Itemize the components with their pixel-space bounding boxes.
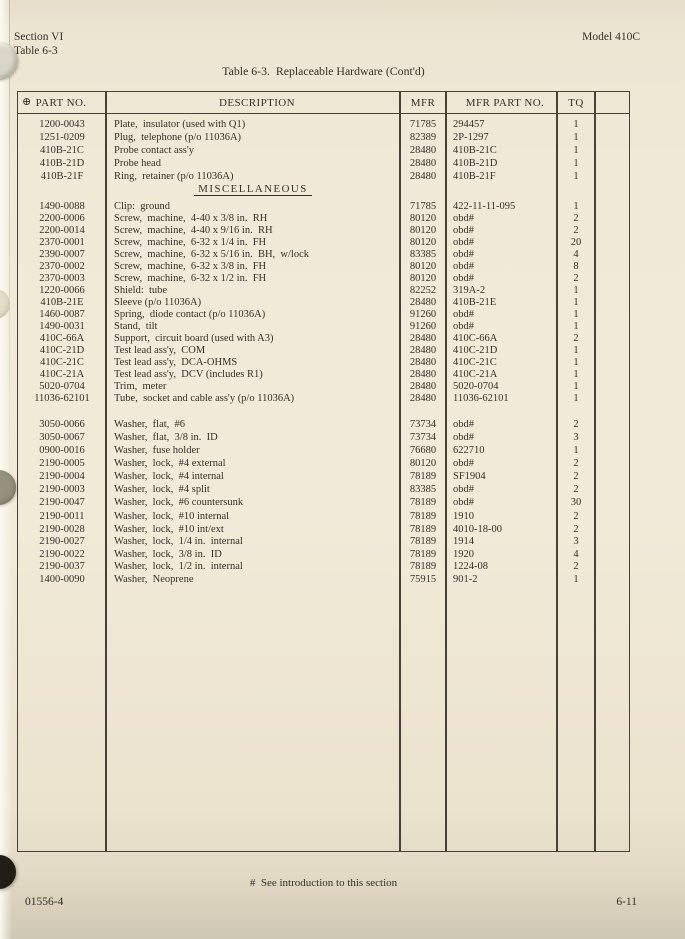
blank-cell <box>595 249 629 261</box>
tq-cell: 1 <box>573 145 579 156</box>
description-cell: Screw, machine, 6-32 x 1/2 in. FH <box>114 273 267 284</box>
table-ref-label: Table 6-3 <box>14 44 58 57</box>
mfr-cell: 28480 <box>409 333 437 344</box>
description-cell: Probe contact ass'y <box>114 145 195 156</box>
description-cell: Washer, lock, #4 internal <box>114 471 224 482</box>
tq-cell: 1 <box>573 369 579 380</box>
description-cell: Plug, telephone (p/o 11036A) <box>114 132 242 143</box>
description-cell: Washer, lock, 3/8 in. ID <box>114 548 222 560</box>
part-no-cell: 1400-0090 <box>39 573 85 585</box>
blank-cell <box>595 444 629 457</box>
mfr-part-no-cell: obd# <box>453 237 474 248</box>
table-row <box>18 273 629 285</box>
description-cell: Washer, lock, #10 int/ext <box>114 523 224 535</box>
tq-cell: 2 <box>573 273 579 284</box>
description-cell: Washer, lock, #4 external <box>114 458 226 469</box>
part-no-cell: 1460-0087 <box>39 309 85 320</box>
mfr-cell: 28480 <box>409 393 437 404</box>
description-cell: Test lead ass'y, DCV (includes R1) <box>114 369 263 380</box>
tq-cell: 1 <box>573 285 579 296</box>
mfr-part-no-cell: 5020-0704 <box>453 381 499 392</box>
mfr-part-no-cell: 901-2 <box>453 573 478 585</box>
mfr-part-no-cell: 410B-21E <box>453 297 497 308</box>
blank-cell <box>595 524 629 537</box>
table-row <box>18 457 629 470</box>
mfr-cell: 28480 <box>409 357 437 368</box>
mfr-part-no-cell: 410B-21C <box>453 145 497 156</box>
tq-cell: 2 <box>573 213 579 224</box>
mfr-part-no-cell: 410C-66A <box>453 333 498 344</box>
description-header: DESCRIPTION <box>219 96 295 109</box>
blank-cell <box>595 483 629 496</box>
tq-cell: 1 <box>573 119 579 130</box>
part-no-cell: 2200-0014 <box>39 225 85 236</box>
part-no-cell: 410B-21E <box>40 297 84 308</box>
mfr-part-no-cell: 1910 <box>453 511 474 522</box>
tq-cell: 2 <box>573 471 579 482</box>
mfr-cell: 91260 <box>409 309 437 320</box>
table-row <box>18 118 629 131</box>
mfr-cell: 28480 <box>409 158 437 169</box>
table-row <box>18 249 629 261</box>
table-row <box>18 261 629 273</box>
mfr-part-no-cell: obd# <box>453 261 474 272</box>
mfr-part-no-cell: 410C-21A <box>453 369 498 380</box>
mfr-part-no-header: MFR PART NO. <box>465 96 545 109</box>
mfr-part-no-cell: 422-11-11-095 <box>453 201 516 212</box>
table-row <box>18 297 629 309</box>
table-row <box>18 574 629 587</box>
blank-cell <box>595 457 629 470</box>
part-no-cell: 11036-62101 <box>34 393 90 404</box>
tq-cell: 8 <box>573 261 579 272</box>
part-no-cell: 3050-0067 <box>39 432 85 443</box>
part-no-cell: 2370-0001 <box>39 237 85 248</box>
table-row <box>18 470 629 483</box>
running-header-left <box>14 31 63 58</box>
document-number: 01556-4 <box>25 896 64 908</box>
mfr-part-no-cell: 410C-21C <box>453 357 497 368</box>
blank-cell <box>595 131 629 144</box>
row-group-washers-flat <box>18 418 629 509</box>
part-no-cell: 5020-0704 <box>39 381 85 392</box>
table-row <box>18 170 629 183</box>
mfr-cell: 78189 <box>409 561 437 572</box>
part-no-cell: 2190-0037 <box>39 561 85 572</box>
description-cell: Washer, lock, 1/4 in. internal <box>114 536 243 547</box>
tq-cell: 1 <box>573 393 579 404</box>
mfr-cell: 75915 <box>409 573 437 585</box>
blank-cell <box>595 297 629 309</box>
tq-cell: 1 <box>573 345 579 356</box>
row-group-miscellaneous <box>18 201 629 405</box>
tq-cell: 2 <box>573 458 579 469</box>
blank-cell <box>595 431 629 444</box>
table-row <box>18 511 629 524</box>
mfr-part-no-cell: obd# <box>453 432 474 443</box>
hardware-table <box>17 91 630 852</box>
mfr-cell: 83385 <box>409 484 437 495</box>
table-row <box>18 201 629 213</box>
mfr-part-no-cell: obd# <box>453 497 474 508</box>
blank-cell <box>595 369 629 381</box>
mfr-part-no-cell: 622710 <box>453 445 485 456</box>
description-cell: Stand, tilt <box>114 321 158 332</box>
description-cell: Washer, lock, 1/2 in. internal <box>114 561 243 572</box>
description-cell: Screw, machine, 6-32 x 5/16 in. BH, w/lock <box>114 249 309 260</box>
tq-cell: 2 <box>573 484 579 495</box>
part-no-cell: 0900-0016 <box>39 445 85 456</box>
table-row <box>18 157 629 170</box>
part-no-cell: 410C-21A <box>39 369 85 380</box>
description-cell: Screw, machine, 4-40 x 9/16 in. RH <box>114 225 273 236</box>
part-no-cell: 1490-0031 <box>39 321 85 332</box>
mfr-cell: 78189 <box>409 536 437 547</box>
mfr-cell: 78189 <box>409 548 437 560</box>
tq-cell: 1 <box>573 573 579 585</box>
blank-cell <box>595 225 629 237</box>
mfr-cell: 28480 <box>409 171 437 182</box>
blank-cell <box>595 201 629 213</box>
mfr-cell: 71785 <box>409 119 437 130</box>
tq-cell: 1 <box>573 158 579 169</box>
mfr-part-no-cell: obd# <box>453 249 474 260</box>
description-cell: Screw, machine, 6-32 x 1/4 in. FH <box>114 237 267 248</box>
part-no-cell: 2370-0002 <box>39 261 85 272</box>
part-no-cell: 410B-21F <box>40 171 84 182</box>
mfr-cell: 80120 <box>409 213 437 224</box>
part-no-cell: 3050-0066 <box>39 419 85 430</box>
mfr-part-no-cell: obd# <box>453 273 474 284</box>
mfr-cell: 28480 <box>409 345 437 356</box>
mfr-part-no-cell: obd# <box>453 419 474 430</box>
tq-cell: 2 <box>573 511 579 522</box>
table-row <box>18 444 629 457</box>
mfr-part-no-cell: obd# <box>453 321 474 332</box>
mfr-part-no-cell: 319A-2 <box>453 285 486 296</box>
mfr-cell: 76680 <box>409 445 437 456</box>
table-row <box>18 536 629 549</box>
mfr-cell: 28480 <box>409 369 437 380</box>
part-no-cell: 2200-0006 <box>39 213 85 224</box>
mfr-cell: 28480 <box>409 381 437 392</box>
table-row <box>18 131 629 144</box>
mfr-cell: 73734 <box>409 432 437 443</box>
blank-cell <box>595 273 629 285</box>
part-no-cell: 2190-0028 <box>39 523 85 535</box>
mfr-cell: 71785 <box>409 201 437 212</box>
blank-cell <box>595 321 629 333</box>
description-cell: Test lead ass'y, DCA-OHMS <box>114 357 238 368</box>
part-no-cell: 1200-0043 <box>39 119 85 130</box>
description-cell: Washer, flat, 3/8 in. ID <box>114 432 218 443</box>
model-label: Model 410C <box>582 31 640 43</box>
blank-cell <box>595 237 629 249</box>
part-no-cell: 2190-0003 <box>39 484 85 495</box>
blank-cell <box>595 381 629 393</box>
table-row <box>18 496 629 509</box>
tq-cell: 1 <box>573 357 579 368</box>
table-row <box>18 333 629 345</box>
part-no-cell: 2190-0011 <box>39 511 85 522</box>
table-row <box>18 321 629 333</box>
mfr-part-no-cell: 1224-08 <box>453 561 488 572</box>
mfr-part-no-cell: 2P-1297 <box>453 132 489 143</box>
part-no-cell: 1251-0209 <box>39 132 85 143</box>
description-cell: Sleeve (p/o 11036A) <box>114 297 202 308</box>
mfr-cell: 82389 <box>409 132 437 143</box>
tq-header: TQ <box>568 96 584 109</box>
description-cell: Washer, fuse holder <box>114 445 200 456</box>
blank-cell <box>595 157 629 170</box>
table-row <box>18 561 629 574</box>
page-number: 6-11 <box>616 896 637 908</box>
binder-hole-bottom <box>0 855 16 889</box>
description-cell: Shield: tube <box>114 285 168 296</box>
part-no-cell: 2190-0027 <box>39 536 85 547</box>
part-no-cell: 1490-0088 <box>39 201 85 212</box>
part-no-cell: 2370-0003 <box>39 273 85 284</box>
part-no-cell: 2190-0004 <box>39 471 85 482</box>
table-title: Table 6-3. Replaceable Hardware (Cont'd) <box>222 64 425 78</box>
binder-hole-middle <box>0 470 16 505</box>
tq-cell: 1 <box>573 201 579 212</box>
section-heading <box>106 183 400 196</box>
tq-cell: 4 <box>573 548 579 560</box>
table-row <box>18 381 629 393</box>
description-cell: Screw, machine, 4-40 x 3/8 in. RH <box>114 213 268 224</box>
mfr-cell: 78189 <box>409 523 437 535</box>
tq-cell: 2 <box>573 561 579 572</box>
tq-cell: 1 <box>573 171 579 182</box>
row-group-washers-lock <box>18 511 629 586</box>
mfr-cell: 82252 <box>409 285 437 296</box>
mfr-part-no-cell: 410B-21F <box>453 171 496 182</box>
tq-cell: 1 <box>573 321 579 332</box>
description-cell: Probe head <box>114 158 161 169</box>
table-row <box>18 524 629 537</box>
mfr-part-no-cell: obd# <box>453 309 474 320</box>
mfr-part-no-cell: SF1904 <box>453 471 486 482</box>
row-spacer <box>18 405 629 418</box>
mfr-cell: 80120 <box>409 261 437 272</box>
description-cell: Trim, meter <box>114 381 167 392</box>
table-footnote: # See introduction to this section <box>249 877 398 889</box>
mfr-part-no-cell: obd# <box>453 484 474 495</box>
part-no-cell: 1220-0066 <box>39 285 85 296</box>
part-no-cell: 2390-0007 <box>39 249 85 260</box>
mfr-part-no-cell: obd# <box>453 213 474 224</box>
description-cell: Washer, lock, #6 countersunk <box>114 497 244 508</box>
section-heading-label: MISCELLANEOUS <box>194 183 311 196</box>
blank-cell <box>595 118 629 131</box>
mfr-part-no-cell: 1920 <box>453 548 474 560</box>
section-label: Section VI <box>14 31 64 43</box>
blank-cell <box>595 549 629 562</box>
part-footnote-icon: ⊕ <box>22 96 32 108</box>
blank-cell <box>595 496 629 509</box>
description-cell: Ring, retainer (p/o 11036A) <box>114 171 234 182</box>
part-no-cell: 410C-21D <box>39 345 85 356</box>
description-cell: Spring, diode contact (p/o 11036A) <box>114 309 266 320</box>
table-header-row <box>18 92 629 114</box>
blank-cell <box>595 536 629 549</box>
mfr-cell: 73734 <box>409 419 437 430</box>
row-group-probe-parts <box>18 118 629 183</box>
mfr-cell: 28480 <box>409 297 437 308</box>
table-row <box>18 357 629 369</box>
part-no-cell: 2190-0047 <box>39 497 85 508</box>
description-cell: Support, circuit board (used with A3) <box>114 333 274 344</box>
mfr-cell: 78189 <box>409 471 437 482</box>
blank-cell <box>595 470 629 483</box>
blank-cell <box>595 285 629 297</box>
mfr-part-no-cell: 294457 <box>453 119 485 130</box>
table-row <box>18 418 629 431</box>
table-row <box>18 285 629 297</box>
tq-cell: 2 <box>573 333 579 344</box>
tq-cell: 1 <box>573 309 579 320</box>
table-row <box>18 431 629 444</box>
blank-cell <box>595 213 629 225</box>
part-no-cell: 410B-21C <box>40 145 84 156</box>
description-cell: Washer, lock, #10 internal <box>114 511 230 522</box>
table-row <box>18 309 629 321</box>
table-row <box>18 213 629 225</box>
blank-cell <box>595 561 629 574</box>
tq-cell: 2 <box>573 419 579 430</box>
description-cell: Washer, lock, #4 split <box>114 484 210 495</box>
blank-cell <box>595 357 629 369</box>
part-no-cell: 410B-21D <box>39 158 85 169</box>
mfr-cell: 28480 <box>409 145 437 156</box>
mfr-part-no-cell: 410C-21D <box>453 345 498 356</box>
mfr-part-no-cell: obd# <box>453 225 474 236</box>
blank-cell <box>595 144 629 157</box>
mfr-part-no-cell: 11036-62101 <box>453 393 509 404</box>
mfr-part-no-cell: 1914 <box>453 536 474 547</box>
mfr-cell: 91260 <box>409 321 437 332</box>
tq-cell: 1 <box>573 381 579 392</box>
tq-cell: 1 <box>573 297 579 308</box>
blank-cell <box>595 511 629 524</box>
tq-cell: 1 <box>573 132 579 143</box>
tq-cell: 4 <box>573 249 579 260</box>
blank-cell <box>595 345 629 357</box>
description-cell: Washer, flat, #6 <box>114 419 186 430</box>
description-cell: Test lead ass'y, COM <box>114 345 206 356</box>
mfr-part-no-cell: 4010-18-00 <box>453 523 502 535</box>
blank-cell <box>595 574 629 587</box>
tq-cell: 2 <box>573 225 579 236</box>
page-left-edge-line <box>9 0 10 545</box>
blank-cell <box>595 261 629 273</box>
blank-cell <box>595 170 629 183</box>
table-row <box>18 483 629 496</box>
part-no-cell: 410C-21C <box>40 357 84 368</box>
table-row <box>18 393 629 405</box>
blank-cell <box>595 418 629 431</box>
description-cell: Screw, machine, 6-32 x 3/8 in. FH <box>114 261 267 272</box>
description-cell: Plate, insulator (used with Q1) <box>114 119 246 130</box>
description-cell: Tube, socket and cable ass'y (p/o 11036A) <box>114 393 295 404</box>
mfr-part-no-cell: 410B-21D <box>453 158 498 169</box>
mfr-cell: 80120 <box>409 273 437 284</box>
blank-cell <box>595 309 629 321</box>
part-no-cell: 2190-0005 <box>39 458 85 469</box>
mfr-part-no-cell: obd# <box>453 458 474 469</box>
tq-cell: 20 <box>570 237 582 248</box>
description-cell: Washer, Neoprene <box>114 573 194 585</box>
tq-cell: 3 <box>573 432 579 443</box>
mfr-header: MFR <box>410 96 436 109</box>
mfr-cell: 80120 <box>409 225 437 236</box>
table-row <box>18 144 629 157</box>
table-row <box>18 225 629 237</box>
tq-cell: 2 <box>573 523 579 535</box>
table-row <box>18 237 629 249</box>
tq-cell: 30 <box>570 497 582 508</box>
mfr-cell: 80120 <box>409 237 437 248</box>
table-row <box>18 345 629 357</box>
mfr-cell: 83385 <box>409 249 437 260</box>
part-no-header <box>18 97 106 109</box>
part-no-header-label: PART NO. <box>35 96 87 109</box>
table-row <box>18 549 629 562</box>
blank-cell <box>595 393 629 405</box>
table-row <box>18 369 629 381</box>
mfr-cell: 78189 <box>409 511 437 522</box>
description-cell: Clip: ground <box>114 201 171 212</box>
tq-cell: 1 <box>573 445 579 456</box>
tq-cell: 3 <box>573 536 579 547</box>
part-no-cell: 2190-0022 <box>39 548 85 560</box>
part-no-cell: 410C-66A <box>39 333 85 344</box>
mfr-cell: 80120 <box>409 458 437 469</box>
table-body <box>18 114 629 851</box>
mfr-cell: 78189 <box>409 497 437 508</box>
blank-cell <box>595 333 629 345</box>
